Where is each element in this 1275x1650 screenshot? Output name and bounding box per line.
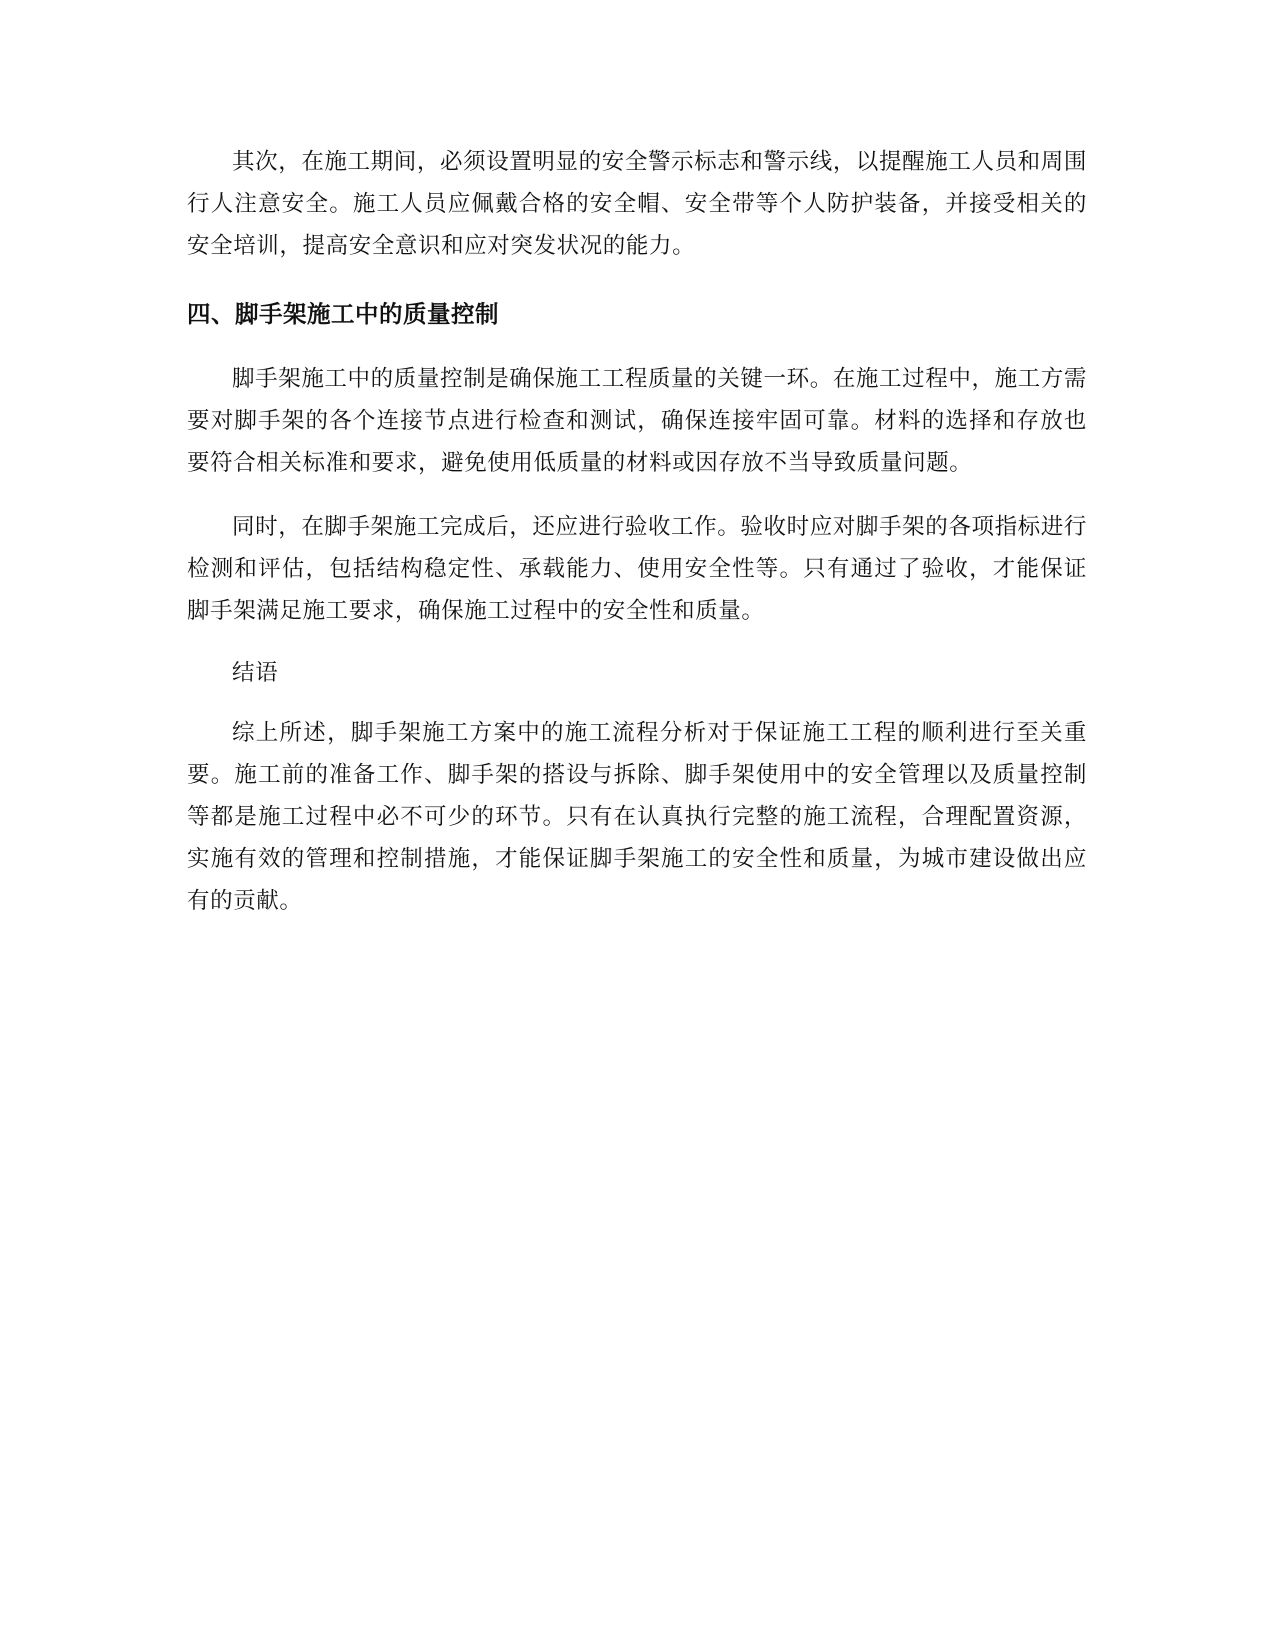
paragraph-acceptance-inspection: 同时，在脚手架施工完成后，还应进行验收工作。验收时应对脚手架的各项指标进行检测和评估，包括结构稳定性、承载能力、使用安全性等。只有通过了验收，才能保证脚手架满足施工要求，确保施工过程中的安全性和质量。 bbox=[187, 514, 1087, 624]
paragraph-conclusion: 综上所述，脚手架施工方案中的施工流程分析对于保证施工工程的顺利进行至关重要。施工前的准备工作、脚手架的搭设与拆除、脚手架使用中的安全管理以及质量控制等都是施工过程中必不可少的环节。只有在认真执行完整的施工流程，合理配置资源，实施有效的管理和控制措施，才能保证脚手架施工的安全性和质量，为城市建设做出应有的贡献。 bbox=[187, 720, 1087, 914]
paragraph-quality-control: 脚手架施工中的质量控制是确保施工工程质量的关键一环。在施工过程中，施工方需要对脚手架的各个连接节点进行检查和测试，确保连接牢固可靠。材料的选择和存放也要符合相关标准和要求，避免使用低质量的材料或因存放不当导致质量问题。 bbox=[187, 366, 1087, 476]
closing-label: 结语 bbox=[232, 660, 279, 686]
document-body bbox=[187, 141, 1087, 922]
section-heading-quality-control: 四、脚手架施工中的质量控制 bbox=[187, 300, 499, 328]
paragraph-safety-warnings: 其次，在施工期间，必须设置明显的安全警示标志和警示线，以提醒施工人员和周围行人注意安全。施工人员应佩戴合格的安全帽、安全带等个人防护装备，并接受相关的安全培训，提高安全意识和应对突发状况的能力。 bbox=[187, 149, 1087, 259]
